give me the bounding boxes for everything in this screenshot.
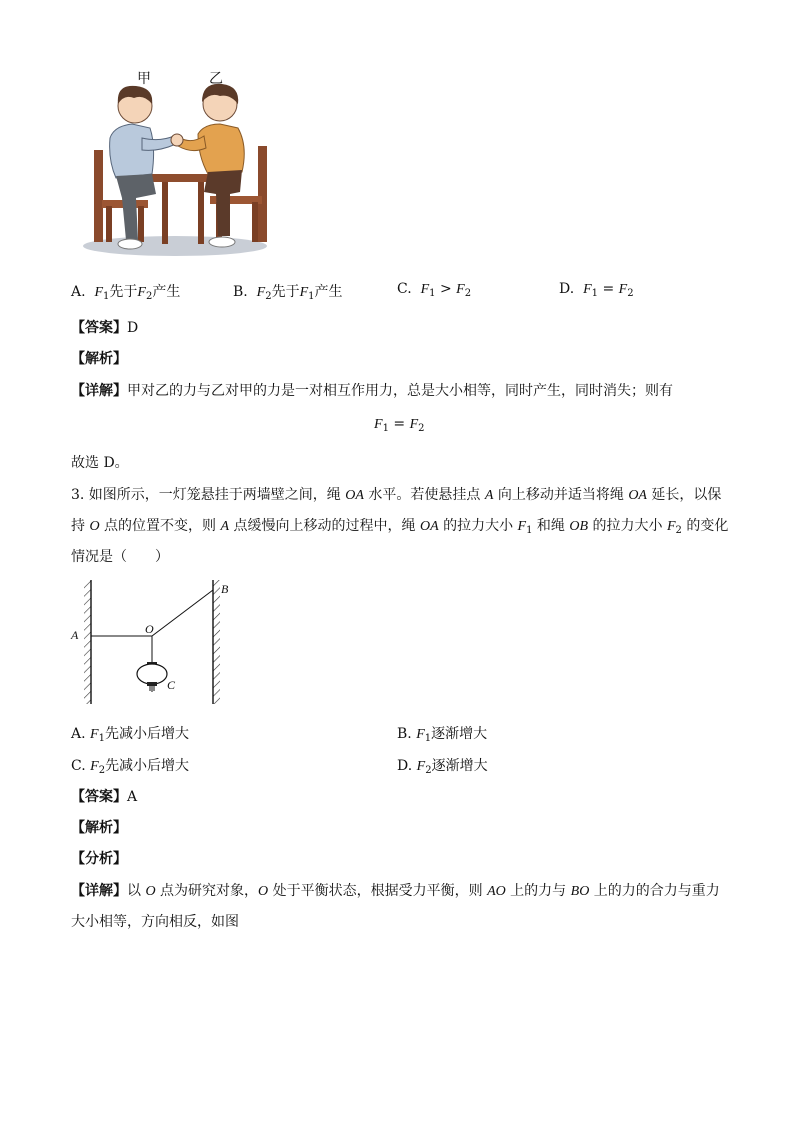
lantern-label-c: C xyxy=(167,678,176,692)
label-yi: 乙 xyxy=(209,71,223,87)
q3-stem-line3: 情况是（ ） xyxy=(71,549,169,565)
q2-conclusion: 故选 D。 xyxy=(71,455,129,471)
arm-wrestling-illustration xyxy=(80,64,280,260)
q3-answer: 【答案】A xyxy=(71,789,138,805)
q2-analysis-label: 【解析】 xyxy=(71,351,127,367)
q2-detail: 【详解】甲对乙的力与乙对甲的力是一对相互作用力，总是大小相等，同时产生，同时消失；则有 xyxy=(71,383,673,399)
lantern-label-b: B xyxy=(221,582,229,596)
lantern-diagram xyxy=(70,576,240,708)
lantern-figure xyxy=(70,576,240,708)
lantern-label-a: A xyxy=(71,628,79,642)
arm-wrestling-figure xyxy=(80,64,280,260)
q2-option-a: A. $F_1$先于$F_2$产生 xyxy=(71,284,181,302)
q2-answer: 【答案】D xyxy=(71,320,139,336)
q3-option-a: A. $F_1$先减小后增大 xyxy=(71,726,189,744)
q3-option-c: C. $F_2$先减小后增大 xyxy=(71,758,190,776)
q3-option-d: D. $F_2$逐渐增大 xyxy=(397,758,488,776)
q2-option-b: B. $F_2$先于$F_1$产生 xyxy=(233,284,343,302)
q3-detail-line2: 大小相等，方向相反，如图 xyxy=(71,914,239,930)
q3-fenxi-label: 【分析】 xyxy=(71,851,127,867)
q3-stem-line2: 持 O 点的位置不变，则 A 点缓慢向上移动的过程中，绳 OA 的拉力大小 $F_1$ 和绳 OB 的拉力大小 $F_2$ 的变化 xyxy=(71,518,729,536)
lantern-label-o: O xyxy=(145,622,154,636)
q2-option-c: C. $F_1 > F_2$ xyxy=(397,281,472,299)
label-jia: 甲 xyxy=(137,71,151,87)
q3-detail-line1: 【详解】以 O 点为研究对象，O 处于平衡状态，根据受力平衡，则 AO 上的力与 BO 上的力的合力与重力 xyxy=(71,883,720,899)
q3-option-b: B. $F_1$逐渐增大 xyxy=(397,726,488,744)
q3-analysis-label: 【解析】 xyxy=(71,820,127,836)
q3-stem-line1: 3. 如图所示，一灯笼悬挂于两墙壁之间，绳 OA 水平。若使悬挂点 A 向上移动并适当将绳 OA 延长，以保 xyxy=(71,487,722,503)
q2-formula: $F_1 = F_2$ xyxy=(374,416,425,434)
q2-option-d: D. $F_1 = F_2$ xyxy=(559,281,634,299)
